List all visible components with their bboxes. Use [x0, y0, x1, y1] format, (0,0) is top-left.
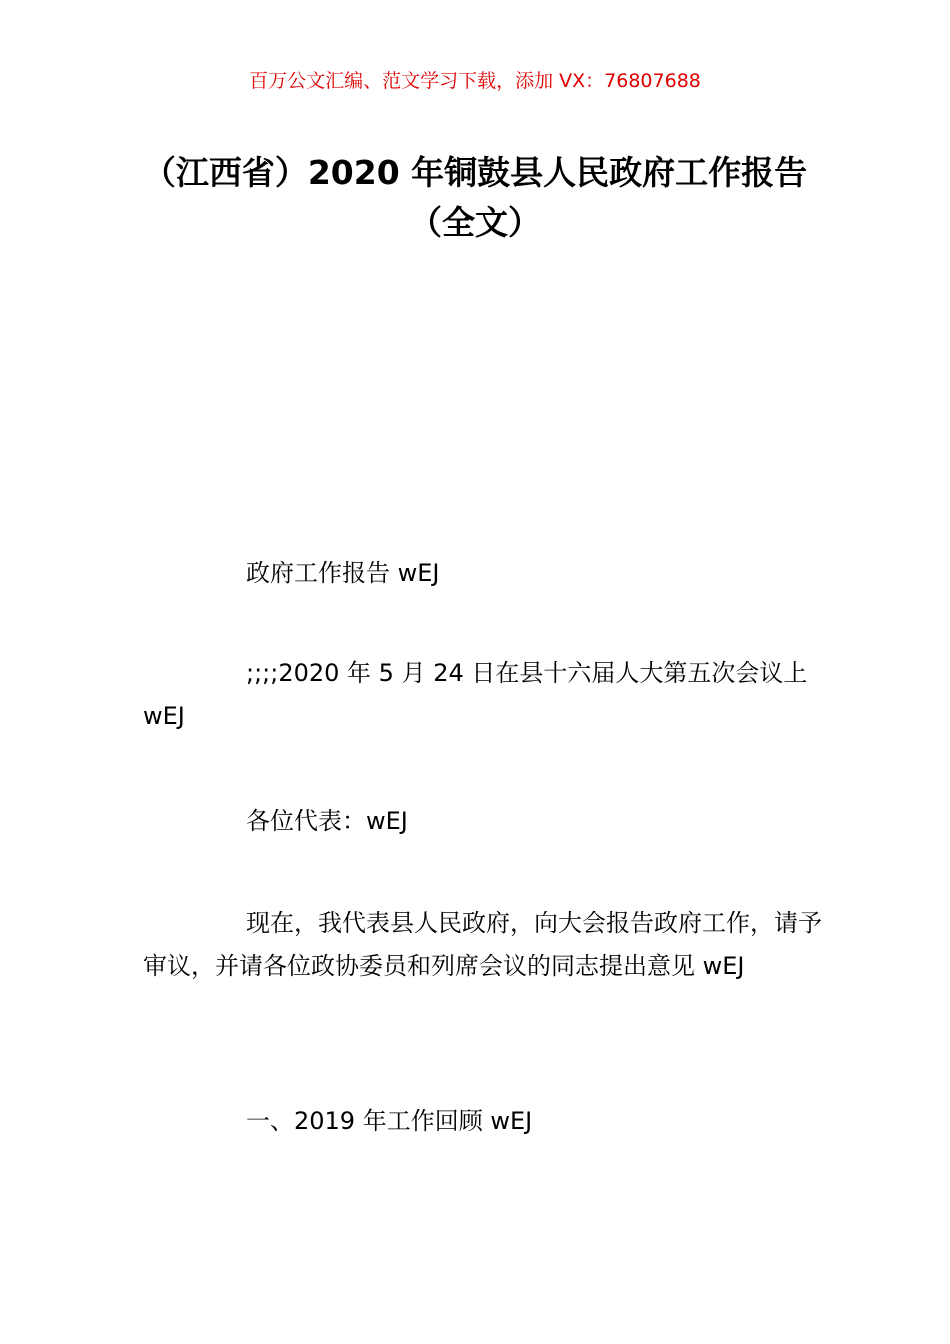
document-title: （江西省）2020 年铜鼓县人民政府工作报告（全文）: [142, 153, 808, 242]
section-heading-review: 一、2019 年工作回顾 wEJ: [246, 1107, 533, 1135]
header-note: 百万公文汇编、范文学习下载，添加 VX：76807688: [249, 70, 701, 92]
paragraph-introduction: 现在，我代表县人民政府，向大会报告政府工作，请予审议，并请各位政协委员和列席会议的同志提出意见 wEJ: [143, 909, 822, 980]
paragraph-meeting-date: ;;;;2020 年 5 月 24 日在县十六届人大第五次会议上 wEJ: [143, 659, 808, 730]
paragraph-salutation: 各位代表：wEJ: [246, 807, 408, 835]
paragraph-report-heading: 政府工作报告 wEJ: [246, 559, 440, 587]
